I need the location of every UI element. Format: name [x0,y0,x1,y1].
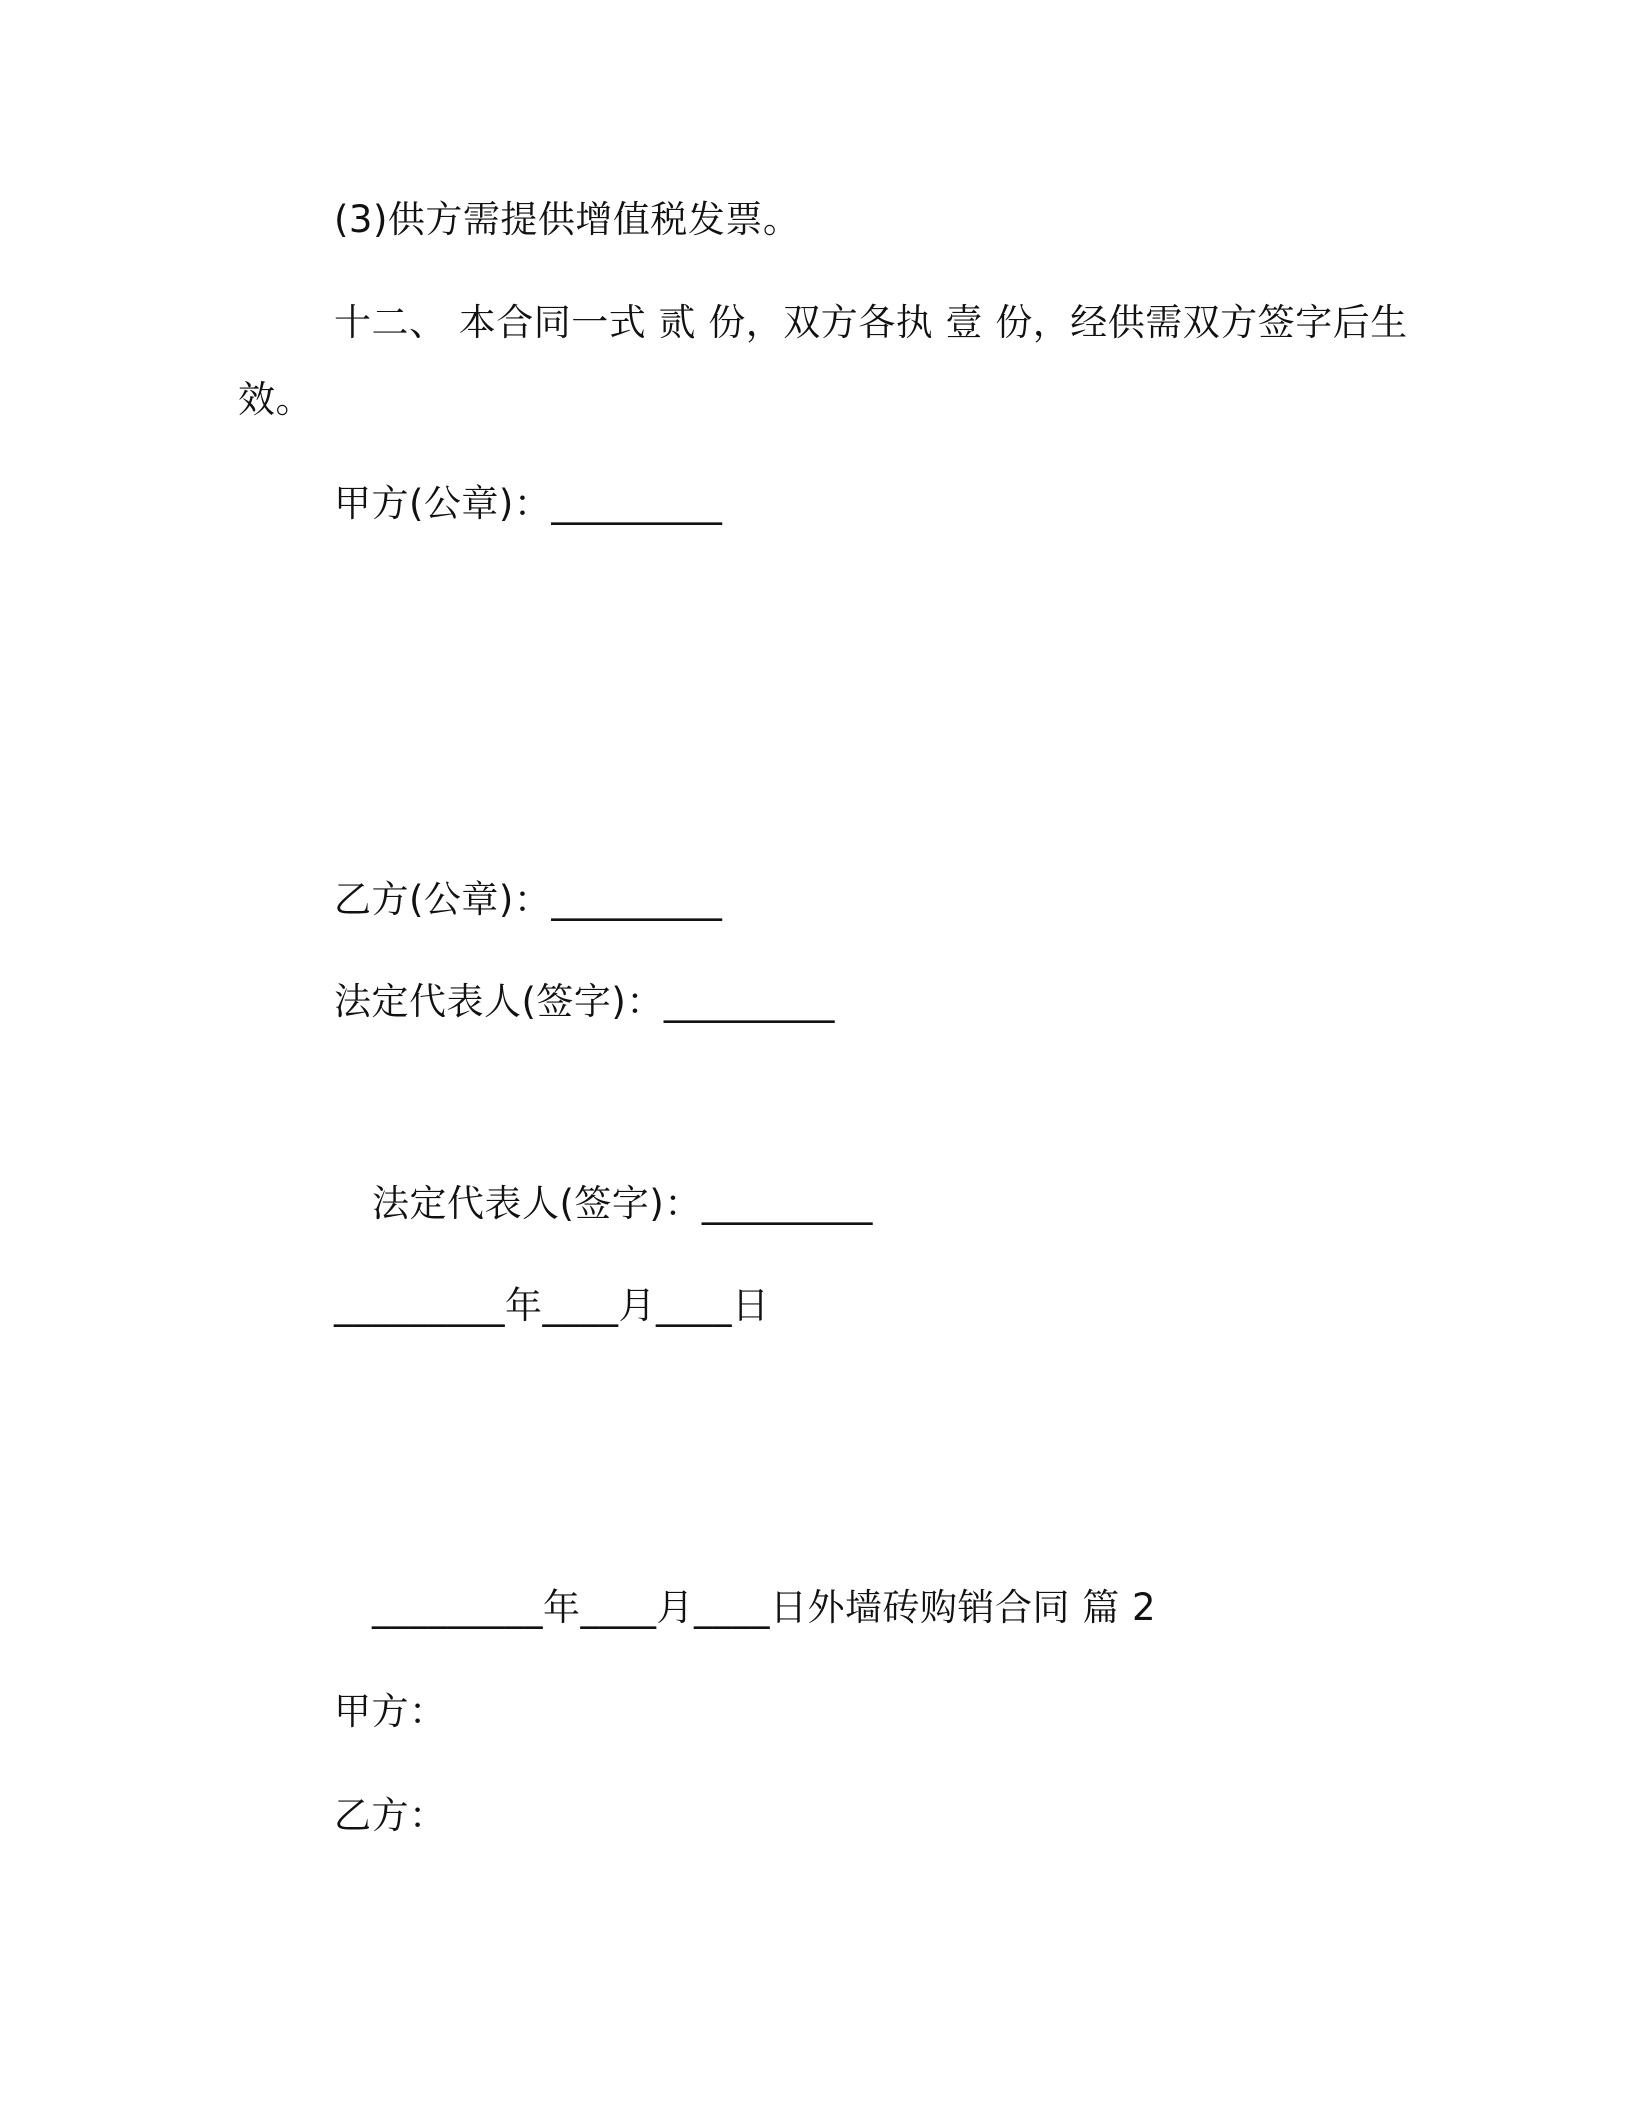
legal-rep-signature-line: 法定代表人(签字)：_________ [334,980,835,1023]
date-line: _________年____月____日 [334,1284,770,1327]
contract-2-title: _________年____月____日外墙砖购销合同 篇 2 [372,1586,1157,1629]
party-b-label: 乙方： [334,1794,447,1837]
party-a-seal-line: 甲方(公章)：_________ [334,482,723,525]
party-b-seal-line: 乙方(公章)：_________ [334,878,723,921]
copies-clause-continued: 效。 [238,378,313,421]
party-a-label: 甲方： [334,1690,447,1733]
copies-clause: 十二、 本合同一式 贰 份，双方各执 壹 份，经供需双方签字后生 [334,301,1408,344]
invoice-clause: (3)供方需提供增值税发票。 [334,198,801,241]
legal-rep-signature-line: 法定代表人(签字)：_________ [372,1182,873,1225]
